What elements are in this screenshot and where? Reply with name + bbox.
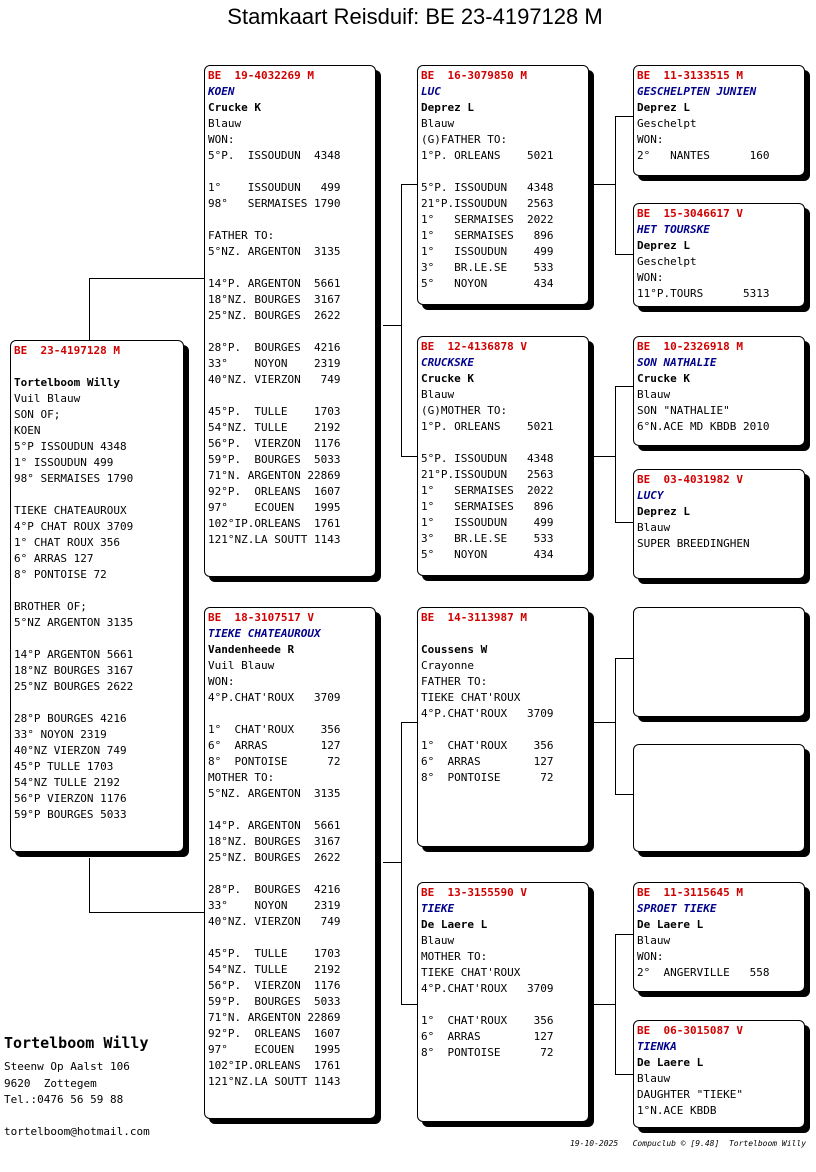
pigeon-name: GESCHELPTEN JUNIEN (637, 85, 757, 98)
card-text-line (14, 631, 180, 647)
pigeon-name: TIENKA (637, 1040, 677, 1053)
connector (594, 184, 616, 185)
card-text-line: 1° CHAT ROUX 356 (14, 536, 120, 549)
card-text-line: 97° ECOUEN 1995 (208, 1043, 341, 1056)
card-text-line: 45°P TULLE 1703 (14, 760, 114, 773)
card-text-line: 1° ISSOUDUN 499 (421, 245, 554, 258)
card-text-line: 121°NZ.LA SOUTT 1143 (208, 533, 341, 546)
card-text-line: 4°P.CHAT'ROUX 3709 (421, 707, 554, 720)
connector (594, 456, 616, 457)
ring-number: BE 16-3079850 M (421, 69, 527, 82)
card-text-line: 33° NOYON 2319 (14, 728, 107, 741)
card-text-line: 5°P. ISSOUDUN 4348 (421, 452, 554, 465)
pigeon-name: TIEKE CHATEAUROUX (208, 627, 321, 640)
ring-number: BE 11-3133515 M (637, 69, 743, 82)
owner-address: Steenw Op Aalst 106 (4, 1060, 130, 1073)
father-card[interactable] (204, 65, 376, 577)
mmm-card[interactable] (633, 1020, 805, 1128)
ring-number: BE 10-2326918 M (637, 340, 743, 353)
card-text-line: 5°NZ ARGENTON 3135 (14, 616, 134, 629)
card-text-line: 8° PONTOISE 72 (421, 771, 554, 784)
breeder-name: Tortelboom Willy (14, 376, 120, 389)
card-text-line: 25°NZ BOURGES 2622 (14, 680, 134, 693)
card-text-line: Blauw (208, 117, 242, 130)
card-text-line: 33° NOYON 2319 (208, 899, 341, 912)
card-text-line: 5°NZ. ARGENTON 3135 (208, 245, 341, 258)
pigeon-name: KOEN (208, 85, 235, 98)
card-text-line: 6° ARRAS 127 (208, 739, 341, 752)
breeder-name: Crucke K (208, 101, 261, 114)
card-text-line: 102°IP.ORLEANS 1761 (208, 517, 341, 530)
father-father-card[interactable] (417, 65, 589, 305)
subject-card[interactable] (10, 340, 184, 852)
mmf-card[interactable] (633, 882, 805, 992)
card-text-line: 1° CHAT'ROUX 356 (208, 723, 341, 736)
card-text-line (208, 164, 372, 180)
connector (401, 722, 417, 723)
card-text-line: 1° SERMAISES 896 (421, 500, 554, 513)
card-text-line: 6° ARRAS 127 (421, 1030, 554, 1043)
card-text-line (421, 722, 585, 738)
card-text-line: 71°N. ARGENTON 22869 (208, 1011, 341, 1024)
mfm-card[interactable] (633, 744, 805, 852)
pigeon-name: CRUCKSKE (421, 356, 474, 369)
card-text-line: (G)FATHER TO: (421, 133, 508, 146)
card-text-line: 98° SERMAISES 1790 (14, 472, 134, 485)
card-text-line: Blauw (637, 1072, 671, 1085)
connector (401, 722, 402, 1004)
card-text-line: Vuil Blauw (14, 392, 81, 405)
card-text-line: 1° ISSOUDUN 499 (14, 456, 114, 469)
card-text-line: Geschelpt (637, 117, 697, 130)
card-text-line: 25°NZ. BOURGES 2622 (208, 851, 341, 864)
fff-card[interactable] (633, 65, 805, 176)
card-text-line: 2° ANGERVILLE 558 (637, 966, 770, 979)
breeder-name: Coussens W (421, 643, 488, 656)
card-text-line (14, 359, 180, 375)
breeder-name: De Laere L (637, 918, 704, 931)
fmm-card[interactable] (633, 469, 805, 579)
connector (615, 116, 633, 117)
card-text-line: 40°NZ. VIERZON 749 (208, 915, 341, 928)
card-text-line: (G)MOTHER TO: (421, 404, 508, 417)
card-text-line: 6° ARRAS 127 (14, 552, 94, 565)
breeder-name: De Laere L (637, 1056, 704, 1069)
connector (615, 934, 633, 935)
card-text-line: DAUGHTER "TIEKE" (637, 1088, 743, 1101)
card-text-line: TIEKE CHAT'ROUX (421, 966, 521, 979)
card-text-line (208, 260, 372, 276)
card-text-line: 40°NZ. VIERZON 749 (208, 373, 341, 386)
connector (401, 1004, 417, 1005)
connector (401, 456, 417, 457)
card-text-line: 56°P VIERZON 1176 (14, 792, 127, 805)
card-text-line: 5°P. ISSOUDUN 4348 (421, 181, 554, 194)
card-text-line: WON: (208, 675, 235, 688)
card-text-line: BROTHER OF; (14, 600, 87, 613)
connector (383, 325, 402, 326)
breeder-name: De Laere L (421, 918, 488, 931)
card-text-line: 8° PONTOISE 72 (14, 568, 107, 581)
breeder-name: Deprez L (637, 239, 690, 252)
card-text-line: 14°P. ARGENTON 5661 (208, 277, 341, 290)
connector (594, 1004, 616, 1005)
card-text-line: 1°P. ORLEANS 5021 (421, 420, 554, 433)
card-text-line: 92°P. ORLEANS 1607 (208, 485, 341, 498)
connector (89, 278, 205, 279)
card-text-line: Crayonne (421, 659, 474, 672)
breeder-name: Deprez L (637, 505, 690, 518)
owner-phone: Tel.:0476 56 59 88 (4, 1093, 124, 1106)
card-text-line (208, 866, 372, 882)
card-text-line: 5° NOYON 434 (421, 548, 554, 561)
card-text-line: WON: (637, 950, 664, 963)
card-text-line: Geschelpt (637, 255, 697, 268)
card-text-line: 5°P ISSOUDUN 4348 (14, 440, 127, 453)
card-text-line: 6°N.ACE MD KBDB 2010 (637, 420, 770, 433)
card-text-line (421, 997, 585, 1013)
connector (615, 658, 616, 794)
mother-card[interactable] (204, 607, 376, 1119)
connector (615, 1074, 633, 1075)
card-text-line (208, 930, 372, 946)
card-text-line: 40°NZ VIERZON 749 (14, 744, 127, 757)
connector (383, 862, 402, 863)
breeder-name: Crucke K (637, 372, 690, 385)
card-text-line: 8° PONTOISE 72 (208, 755, 341, 768)
card-text-line: 5°NZ. ARGENTON 3135 (208, 787, 341, 800)
card-text-line: MOTHER TO: (208, 771, 275, 784)
mother-father-card[interactable] (417, 607, 589, 847)
card-text-line: 3° BR.LE.SE 533 (421, 532, 554, 545)
card-text-line: 21°P.ISSOUDUN 2563 (421, 468, 554, 481)
fmf-card[interactable] (633, 336, 805, 446)
pigeon-name: LUCY (637, 489, 664, 502)
card-text-line: 4°P CHAT ROUX 3709 (14, 520, 134, 533)
card-text-line: 54°NZ. TULLE 2192 (208, 421, 341, 434)
card-text-line: Blauw (637, 934, 671, 947)
card-text-line: 4°P.CHAT'ROUX 3709 (208, 691, 341, 704)
card-text-line (208, 212, 372, 228)
card-text-line: 56°P. VIERZON 1176 (208, 979, 341, 992)
card-text-line (208, 324, 372, 340)
card-text-line: 1°P. ORLEANS 5021 (421, 149, 554, 162)
connector (401, 184, 402, 456)
card-text-line: SUPER BREEDINGHEN (637, 537, 750, 550)
card-text-line (14, 583, 180, 599)
card-text-line: 5° NOYON 434 (421, 277, 554, 290)
pigeon-name: SON NATHALIE (637, 356, 717, 369)
mff-card[interactable] (633, 607, 805, 717)
ring-number: BE 18-3107517 V (208, 611, 314, 624)
connector (89, 278, 90, 340)
card-text-line: KOEN (14, 424, 41, 437)
card-text-line (14, 487, 180, 503)
card-text-line: 59°P BOURGES 5033 (14, 808, 127, 821)
ring-number: BE 13-3155590 V (421, 886, 527, 899)
card-text-line: 56°P. VIERZON 1176 (208, 437, 341, 450)
card-text-line: 1° SERMAISES 2022 (421, 484, 554, 497)
card-text-line (208, 802, 372, 818)
ring-number: BE 11-3115645 M (637, 886, 743, 899)
pigeon-name (421, 626, 585, 642)
card-text-line: 59°P. BOURGES 5033 (208, 995, 341, 1008)
card-text-line: 28°P BOURGES 4216 (14, 712, 127, 725)
breeder-name: Crucke K (421, 372, 474, 385)
breeder-name: Deprez L (637, 101, 690, 114)
owner-city: 9620 Zottegem (4, 1077, 97, 1090)
connector (89, 912, 205, 913)
card-text-line: SON OF; (14, 408, 61, 421)
pigeon-name: TIEKE (421, 902, 455, 915)
card-text-line: 54°NZ. TULLE 2192 (208, 963, 341, 976)
connector (615, 658, 633, 659)
card-text-line: 71°N. ARGENTON 22869 (208, 469, 341, 482)
owner-email[interactable]: tortelboom@hotmail.com (4, 1125, 150, 1138)
card-text-line: 8° PONTOISE 72 (421, 1046, 554, 1059)
card-text-line: 45°P. TULLE 1703 (208, 947, 341, 960)
pigeon-name: SPROET TIEKE (637, 902, 717, 915)
card-text-line: Blauw (421, 388, 455, 401)
ring-number: BE 06-3015087 V (637, 1024, 743, 1037)
connector (615, 794, 633, 795)
card-text-line: 6° ARRAS 127 (421, 755, 554, 768)
card-text-line: 1° ISSOUDUN 499 (208, 181, 341, 194)
card-text-line: 25°NZ. BOURGES 2622 (208, 309, 341, 322)
connector (615, 522, 633, 523)
card-text-line: 18°NZ BOURGES 3167 (14, 664, 134, 677)
breeder-name: Deprez L (421, 101, 474, 114)
card-text-line: 3° BR.LE.SE 533 (421, 261, 554, 274)
card-text-line: 1° SERMAISES 2022 (421, 213, 554, 226)
card-text-line (208, 388, 372, 404)
pigeon-name: LUC (421, 85, 441, 98)
card-text-line: 45°P. TULLE 1703 (208, 405, 341, 418)
card-text-line: 18°NZ. BOURGES 3167 (208, 293, 341, 306)
card-text-line: 1° CHAT'ROUX 356 (421, 739, 554, 752)
card-text-line: WON: (637, 271, 664, 284)
card-text-line: Blauw (421, 934, 455, 947)
card-text-line: 18°NZ. BOURGES 3167 (208, 835, 341, 848)
ring-number: BE 19-4032269 M (208, 69, 314, 82)
page-title: Stamkaart Reisduif: BE 23-4197128 M (227, 4, 603, 29)
card-text-line: SON "NATHALIE" (637, 404, 730, 417)
card-text-line: Blauw (421, 117, 455, 130)
card-text-line: TIEKE CHATEAUROUX (14, 504, 127, 517)
ring-number: BE 12-4136878 V (421, 340, 527, 353)
card-text-line: Vuil Blauw (208, 659, 275, 672)
card-text-line: 14°P ARGENTON 5661 (14, 648, 134, 661)
card-text-line: 14°P. ARGENTON 5661 (208, 819, 341, 832)
card-text-line: 1° ISSOUDUN 499 (421, 516, 554, 529)
mother-mother-card[interactable] (417, 882, 589, 1122)
card-text-line: 4°P.CHAT'ROUX 3709 (421, 982, 554, 995)
ffm-card[interactable] (633, 203, 805, 307)
card-text-line: 28°P. BOURGES 4216 (208, 341, 341, 354)
card-text-line: Blauw (637, 388, 671, 401)
pigeon-name: HET TOURSKE (637, 223, 710, 236)
card-text-line: 121°NZ.LA SOUTT 1143 (208, 1075, 341, 1088)
ring-number: BE 14-3113987 M (421, 611, 527, 624)
card-text-line: WON: (208, 133, 235, 146)
breeder-name: Vandenheede R (208, 643, 295, 656)
card-text-line: TIEKE CHAT'ROUX (421, 691, 521, 704)
card-text-line: 102°IP.ORLEANS 1761 (208, 1059, 341, 1072)
card-text-line: 92°P. ORLEANS 1607 (208, 1027, 341, 1040)
card-text-line (421, 164, 585, 180)
connector (615, 386, 633, 387)
card-text-line: 28°P. BOURGES 4216 (208, 883, 341, 896)
card-text-line: 1° SERMAISES 896 (421, 229, 554, 242)
card-text-line: 33° NOYON 2319 (208, 357, 341, 370)
card-text-line: FATHER TO: (421, 675, 488, 688)
card-text-line: 2° NANTES 160 (637, 149, 770, 162)
card-text-line: 5°P. ISSOUDUN 4348 (208, 149, 341, 162)
card-text-line: 1°N.ACE KBDB (637, 1104, 717, 1117)
card-text-line: 11°P.TOURS 5313 (637, 287, 770, 300)
card-text-line: 59°P. BOURGES 5033 (208, 453, 341, 466)
owner-name: Tortelboom Willy (4, 1034, 149, 1052)
connector (615, 254, 633, 255)
card-text-line: MOTHER TO: (421, 950, 488, 963)
card-text-line: FATHER TO: (208, 229, 275, 242)
connector (615, 934, 616, 1074)
card-text-line: 98° SERMAISES 1790 (208, 197, 341, 210)
ring-number: BE 23-4197128 M (14, 344, 120, 357)
ring-number: BE 15-3046617 V (637, 207, 743, 220)
card-text-line: 97° ECOUEN 1995 (208, 501, 341, 514)
footer-credit: 19-10-2025 Compuclub © [9.48] Tortelboom Willy (570, 1139, 807, 1148)
connector (401, 184, 417, 185)
connector (594, 722, 616, 723)
ring-number: BE 03-4031982 V (637, 473, 743, 486)
card-text-line: 21°P.ISSOUDUN 2563 (421, 197, 554, 210)
card-text-line: 54°NZ TULLE 2192 (14, 776, 120, 789)
card-text-line: 1° CHAT'ROUX 356 (421, 1014, 554, 1027)
connector (615, 386, 616, 522)
card-text-line: WON: (637, 133, 664, 146)
card-text-line: Blauw (637, 521, 671, 534)
connector (89, 858, 90, 912)
card-text-line (208, 706, 372, 722)
father-mother-card[interactable] (417, 336, 589, 576)
connector (615, 116, 616, 254)
card-text-line (14, 695, 180, 711)
card-text-line (421, 435, 585, 451)
